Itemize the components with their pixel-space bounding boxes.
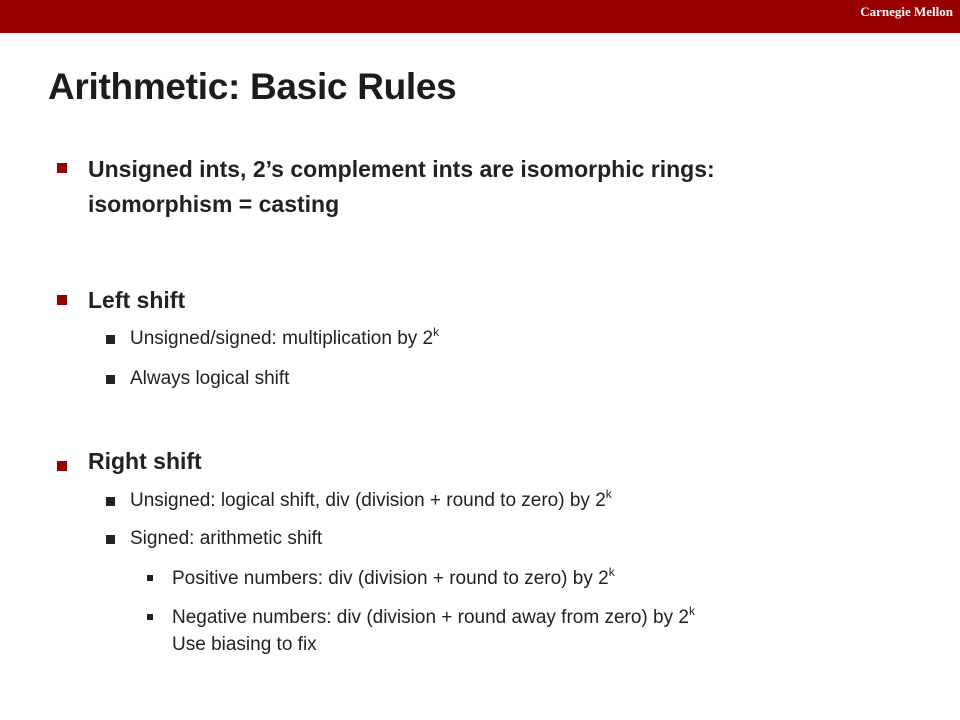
sub-bullet-body: Unsigned/signed: multiplication by 2 (130, 328, 434, 349)
brand-label: Carnegie Mellon (860, 4, 953, 19)
sub-bullet-square-icon (106, 375, 115, 384)
superscript-k: k (688, 604, 695, 618)
bullet-text-continued: isomorphism = casting (88, 191, 340, 217)
superscript-k: k (433, 325, 440, 339)
sub-bullet-square-icon (106, 535, 115, 544)
bullet-square-icon (57, 461, 67, 471)
sub-bullet-body: Unsigned: logical shift, div (division + round to zero) by 2 (130, 490, 606, 511)
superscript-k: k (608, 565, 615, 579)
sub-sub-bullet-body: Negative numbers: div (division + round away from zero) by 2 (172, 607, 689, 628)
sub-bullet-text (130, 489, 612, 513)
sub-sub-bullet-text (172, 566, 615, 591)
bullet-square-icon (57, 163, 67, 173)
sub-sub-bullet-text-continued: Use biasing to fix (172, 634, 317, 655)
sub-bullet-text: Always logical shift (130, 368, 290, 389)
bullet-right-shift: Right shift (88, 448, 202, 474)
sub-bullet-text (130, 327, 439, 351)
superscript-k: k (605, 487, 612, 501)
bullet-text: Unsigned ints, 2’s complement ints are isomorphic rings: (88, 156, 715, 182)
sub-sub-bullet-body: Positive numbers: div (division + round to zero) by 2 (172, 568, 609, 589)
bullet-left-shift: Left shift (88, 287, 186, 313)
sub-bullet-text: Signed: arithmetic shift (130, 528, 323, 549)
sub-sub-bullet-square-icon (147, 575, 153, 581)
slide-title: Arithmetic: Basic Rules (48, 66, 457, 107)
sub-sub-bullet-square-icon (147, 614, 153, 620)
sub-bullet-square-icon (106, 335, 115, 344)
bullet-square-icon (57, 295, 67, 305)
sub-bullet-square-icon (106, 497, 115, 506)
sub-sub-bullet-text (172, 605, 695, 630)
